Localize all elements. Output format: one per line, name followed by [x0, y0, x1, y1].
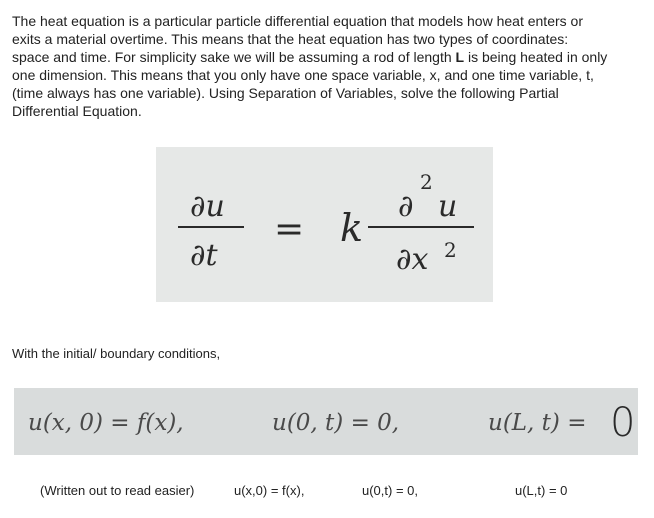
lhs-numerator: ∂u — [190, 189, 225, 224]
conditions-label: With the initial/ boundary conditions, — [12, 346, 221, 361]
rhs-numerator-variable: u — [438, 189, 458, 224]
heat-equation-image — [156, 147, 493, 302]
rhs-numerator-exponent: 2 — [420, 170, 433, 194]
written-left-condition: u(0,t) = 0, — [362, 483, 418, 498]
rhs-denominator-exponent: 2 — [444, 238, 457, 262]
right-boundary-condition: u(L, t) = — [488, 410, 587, 436]
equals-sign: = — [274, 209, 305, 250]
rhs-denominator: ∂x — [396, 242, 429, 277]
written-initial-condition: u(x,0) = f(x), — [234, 483, 305, 498]
problem-text-part-1: The heat equation is a particular particle differential equation that models how heat enters or exits a material overtime. This means that the heat equation has two types of coordinates: space and time. For simplicity sake we will be assuming a rod of length — [12, 13, 583, 65]
lhs-denominator: ∂t — [190, 238, 218, 273]
problem-text-part-2: is being heated in only one dimension. This means that you only have one space variable, x, and one time variable, t, (time always has one variable). Using Separation of Variables, solve the following Partial Differential Equation. — [12, 49, 608, 119]
handwritten-zero: 0 — [610, 400, 636, 446]
written-out-label: (Written out to read easier) — [40, 483, 195, 498]
diffusion-coefficient: k — [340, 206, 364, 250]
problem-statement — [12, 12, 644, 120]
rod-length-symbol: L — [455, 49, 465, 65]
written-right-condition: u(L,t) = 0 — [515, 483, 568, 498]
left-boundary-condition: u(0, t) = 0, — [272, 410, 400, 436]
boundary-conditions-image — [14, 388, 638, 455]
rhs-numerator-partial: ∂ — [398, 189, 414, 224]
initial-condition: u(x, 0) = f(x), — [28, 410, 184, 436]
